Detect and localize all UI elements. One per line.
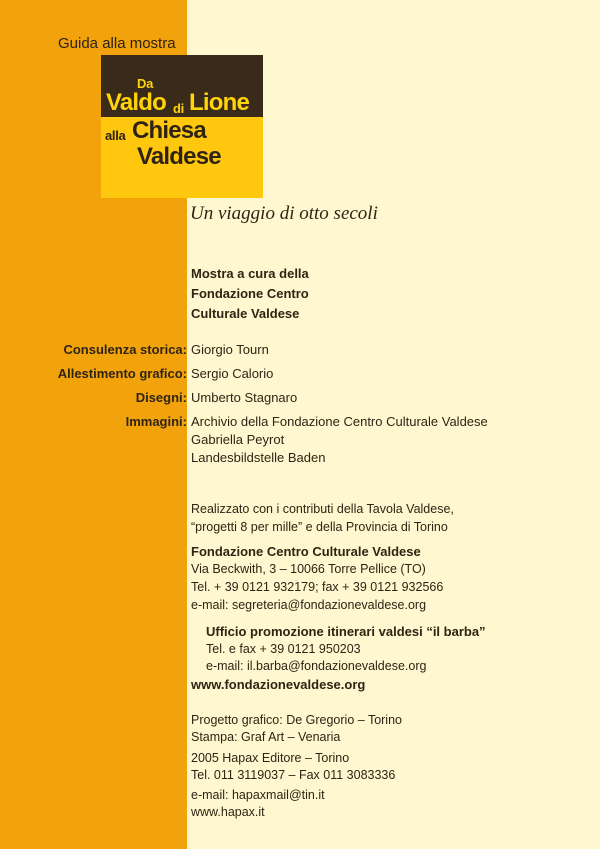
office-phone: Tel. e fax + 39 0121 950203 [206, 642, 361, 656]
credit-value-images-3: Landesbildstelle Baden [191, 450, 326, 465]
office-email: e-mail: il.barba@fondazionevaldese.org [206, 659, 427, 673]
exhibition-title-block [101, 55, 263, 198]
title-word-valdo: Valdo [106, 89, 167, 116]
title-word-di: di [173, 101, 184, 116]
guide-label: Guida alla mostra [58, 35, 176, 52]
curated-line-1: Mostra a cura della [191, 266, 309, 281]
credit-value-images-2: Gabriella Peyrot [191, 432, 285, 447]
publisher-phone: Tel. 011 3119037 – Fax 011 3083336 [191, 768, 396, 782]
exhibition-subtitle: Un viaggio di otto secoli [190, 203, 378, 224]
credit-value-graphic-layout: Sergio Calorio [191, 366, 274, 381]
foundation-website: www.fondazionevaldese.org [191, 677, 366, 692]
curated-line-2: Fondazione Centro [191, 286, 309, 301]
curated-line-3: Culturale Valdese [191, 306, 300, 321]
publisher-name: 2005 Hapax Editore – Torino [191, 751, 350, 765]
contributions-line-1: Realizzato con i contributi della Tavola Valdese, [191, 502, 454, 516]
credit-label-drawings: Disegni: [135, 390, 187, 405]
credit-label-graphic-layout: Allestimento grafico: [57, 366, 187, 381]
title-word-valdese: Valdese [137, 143, 221, 170]
office-name: Ufficio promozione itinerari valdesi “il barba” [206, 624, 486, 639]
foundation-address: Via Beckwith, 3 – 10066 Torre Pellice (TO) [191, 562, 426, 576]
contributions-line-2: “progetti 8 per mille” e della Provincia di Torino [191, 520, 448, 534]
title-word-da: Da [137, 76, 154, 91]
credit-value-drawings: Umberto Stagnaro [191, 390, 298, 405]
foundation-email: e-mail: segreteria@fondazionevaldese.org [191, 598, 427, 612]
credit-label-historical: Consulenza storica: [63, 342, 187, 357]
title-word-alla: alla [105, 128, 126, 143]
title-word-lione: Lione [189, 89, 249, 116]
publisher-email: e-mail: hapaxmail@tin.it [191, 788, 325, 802]
production-print: Stampa: Graf Art – Venaria [191, 730, 341, 744]
credit-value-historical: Giorgio Tourn [191, 342, 269, 357]
production-design: Progetto grafico: De Gregorio – Torino [191, 713, 402, 727]
title-word-chiesa: Chiesa [132, 117, 206, 144]
foundation-name: Fondazione Centro Culturale Valdese [191, 544, 421, 559]
foundation-phone: Tel. + 39 0121 932179; fax + 39 0121 932566 [191, 580, 444, 594]
credit-label-images: Immagini: [125, 414, 187, 429]
publisher-website: www.hapax.it [191, 805, 265, 819]
credit-value-images-1: Archivio della Fondazione Centro Culturale Valdese [191, 414, 488, 429]
